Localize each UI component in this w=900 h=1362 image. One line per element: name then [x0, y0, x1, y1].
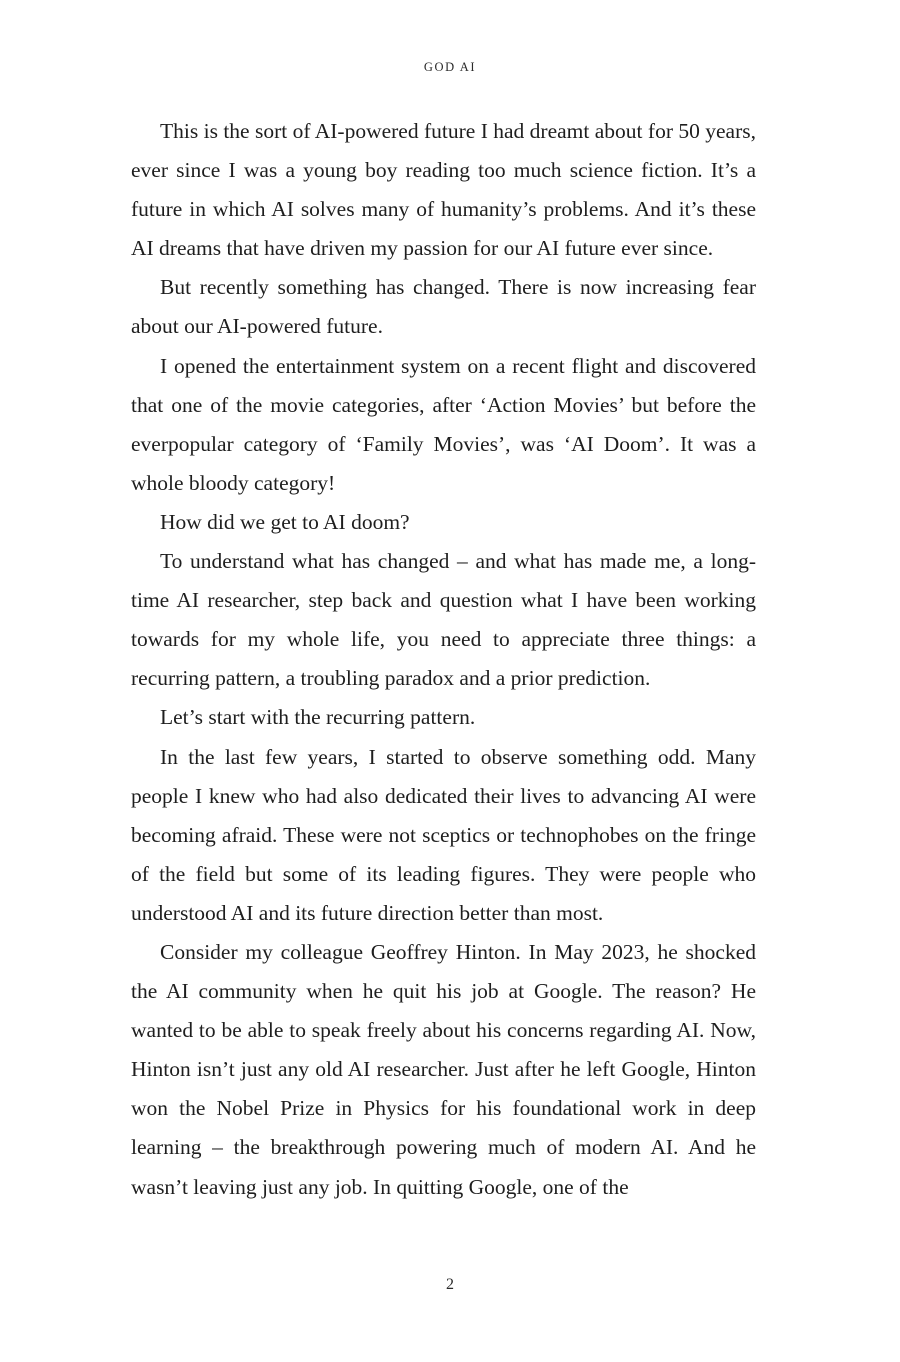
- paragraph: But recently something has changed. There is now increasing fear about our AI-powered future.: [131, 275, 756, 339]
- body-text: [131, 112, 756, 1207]
- paragraph: This is the sort of AI-powered future I had dreamt about for 50 years, ever since I was a young boy reading too much science fiction. It’s a future in which AI solves many of humanity’s problems. And it’s these AI dreams that have driven my passion for our AI future ever since.: [131, 119, 756, 261]
- paragraph: Consider my colleague Geoffrey Hinton. In May 2023, he shocked the AI community when he quit his job at Google. The reason? He wanted to be able to speak freely about his concerns regarding AI. Now, Hinton isn’t just any old AI researcher. Just after he left Google, Hinton won the Nobel Prize in Physics for his foundational work in deep learning – the breakthrough powering much of modern AI. And he wasn’t leaving just any job. In quitting Google, one of the: [131, 939, 756, 1199]
- running-head: GOD AI: [423, 60, 477, 74]
- paragraph: I opened the entertainment system on a recent flight and discovered that one of the movie categories, after ‘Action Movies’ but before the everpopular category of ‘Family Movies’, was ‘AI Doom’. It was a whole bloody category!: [131, 353, 756, 495]
- paragraph: Let’s start with the recurring pattern.: [160, 705, 476, 730]
- paragraph: How did we get to AI doom?: [160, 509, 410, 534]
- paragraph: In the last few years, I started to observe something odd. Many people I knew who had also dedicated their lives to advancing AI were becoming afraid. These were not sceptics or technophobes on the fringe of the field but some of its leading figures. They were people who understood AI and its future direction better than most.: [131, 744, 756, 925]
- paragraph: To understand what has changed – and what has made me, a long-time AI researcher, step back and question what I have been working towards for my whole life, you need to appreciate three things: a recurring pattern, a troubling paradox and a prior prediction.: [131, 549, 756, 691]
- page-number: 2: [446, 1276, 454, 1293]
